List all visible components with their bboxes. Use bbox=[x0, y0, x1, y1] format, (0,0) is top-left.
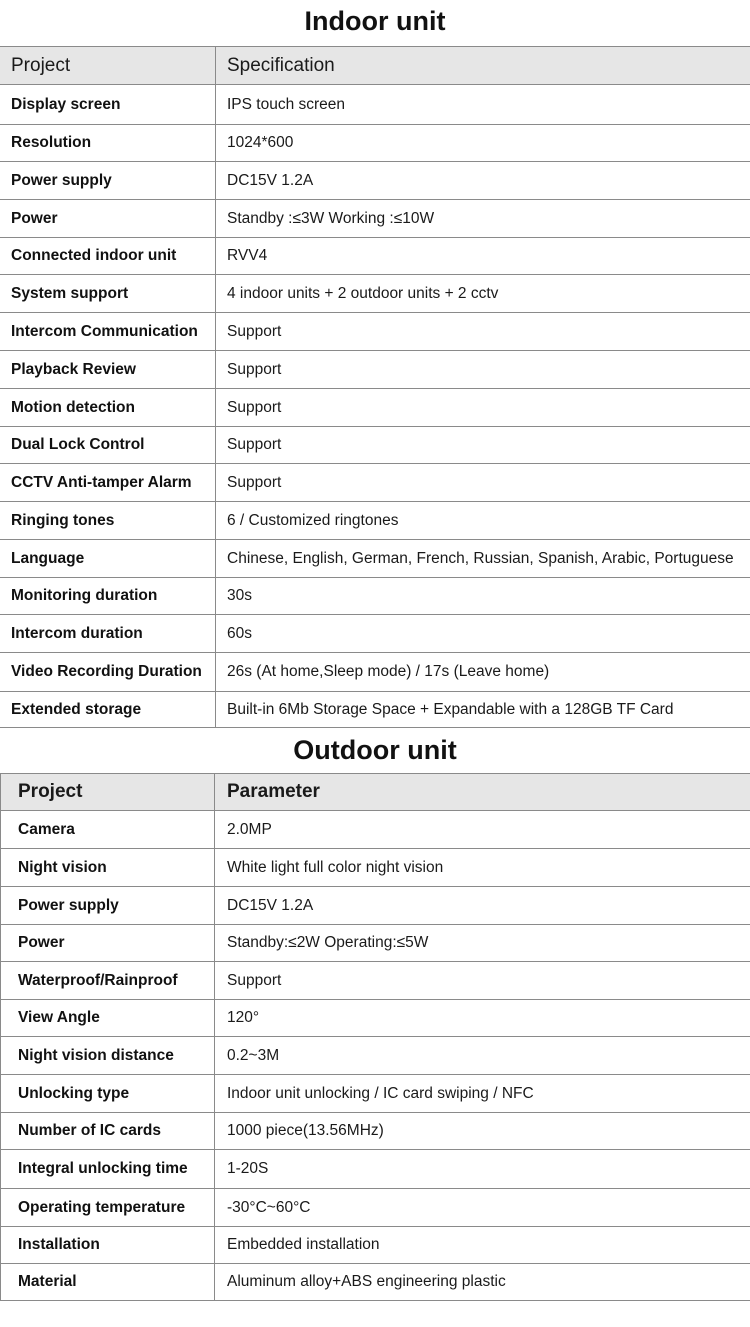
row-value: DC15V 1.2A bbox=[215, 887, 750, 925]
row-value: Support bbox=[216, 389, 750, 427]
table-row bbox=[0, 275, 750, 313]
row-label: System support bbox=[0, 275, 216, 313]
row-label: Motion detection bbox=[0, 389, 216, 427]
row-label: Intercom duration bbox=[0, 615, 216, 653]
row-label: Night vision distance bbox=[1, 1037, 215, 1075]
table-row bbox=[0, 653, 750, 692]
row-value: Built-in 6Mb Storage Space + Expandable with a 128GB TF Card bbox=[216, 692, 750, 728]
row-label: Waterproof/Rainproof bbox=[1, 962, 215, 1000]
row-label: Installation bbox=[1, 1227, 215, 1264]
row-label: Integral unlocking time bbox=[1, 1150, 215, 1189]
row-value: White light full color night vision bbox=[215, 849, 750, 887]
row-label: Playback Review bbox=[0, 351, 216, 389]
row-label: Dual Lock Control bbox=[0, 427, 216, 464]
table-row bbox=[0, 313, 750, 351]
table-row bbox=[1, 1075, 750, 1113]
row-value: Support bbox=[216, 313, 750, 351]
table-row bbox=[1, 962, 750, 1000]
table-row bbox=[0, 389, 750, 427]
indoor-section-title bbox=[0, 8, 750, 35]
table-row bbox=[0, 125, 750, 162]
row-value: Support bbox=[216, 427, 750, 464]
row-label: Video Recording Duration bbox=[0, 653, 216, 692]
row-value: Support bbox=[215, 962, 750, 1000]
outdoor-title-text: Outdoor unit bbox=[293, 735, 457, 765]
row-label: Extended storage bbox=[0, 692, 216, 728]
outdoor-header-row bbox=[1, 774, 750, 811]
indoor-title-text: Indoor unit bbox=[304, 6, 446, 36]
table-row bbox=[1, 1113, 750, 1150]
row-value: 2.0MP bbox=[215, 811, 750, 849]
row-value: Support bbox=[216, 464, 750, 502]
row-label: Display screen bbox=[0, 85, 216, 125]
row-value: RVV4 bbox=[216, 238, 750, 275]
table-row bbox=[0, 502, 750, 540]
row-value: Standby :≤3W Working :≤10W bbox=[216, 200, 750, 238]
row-label: Connected indoor unit bbox=[0, 238, 216, 275]
table-row bbox=[1, 1264, 750, 1301]
row-label: Language bbox=[0, 540, 216, 578]
table-row bbox=[1, 1037, 750, 1075]
table-row bbox=[1, 849, 750, 887]
indoor-header-project: Project bbox=[0, 47, 216, 85]
outdoor-header-project: Project bbox=[1, 774, 215, 811]
row-label: Resolution bbox=[0, 125, 216, 162]
row-label: Power supply bbox=[0, 162, 216, 200]
table-row bbox=[0, 238, 750, 275]
outdoor-header-parameter: Parameter bbox=[215, 774, 750, 811]
table-row bbox=[0, 351, 750, 389]
row-value: 1000 piece(13.56MHz) bbox=[215, 1113, 750, 1150]
table-row bbox=[1, 1150, 750, 1189]
row-label: Power bbox=[1, 925, 215, 962]
outdoor-section-title bbox=[0, 737, 750, 764]
row-value: 60s bbox=[216, 615, 750, 653]
row-value: 6 / Customized ringtones bbox=[216, 502, 750, 540]
row-label: Power bbox=[0, 200, 216, 238]
outdoor-spec-table bbox=[0, 773, 750, 1301]
row-label: Power supply bbox=[1, 887, 215, 925]
table-row bbox=[1, 1227, 750, 1264]
row-value: 30s bbox=[216, 578, 750, 615]
table-row bbox=[0, 615, 750, 653]
row-value: DC15V 1.2A bbox=[216, 162, 750, 200]
row-value: 120° bbox=[215, 1000, 750, 1037]
table-row bbox=[0, 464, 750, 502]
table-row bbox=[0, 200, 750, 238]
row-label: Material bbox=[1, 1264, 215, 1301]
row-label: View Angle bbox=[1, 1000, 215, 1037]
row-label: Number of IC cards bbox=[1, 1113, 215, 1150]
indoor-spec-table bbox=[0, 46, 750, 728]
table-row bbox=[0, 540, 750, 578]
table-row bbox=[1, 1189, 750, 1227]
row-value: 26s (At home,Sleep mode) / 17s (Leave home) bbox=[216, 653, 750, 692]
row-value: 0.2~3M bbox=[215, 1037, 750, 1075]
row-label: Intercom Communication bbox=[0, 313, 216, 351]
row-label: Operating temperature bbox=[1, 1189, 215, 1227]
row-value: 4 indoor units + 2 outdoor units + 2 cctv bbox=[216, 275, 750, 313]
table-row bbox=[1, 811, 750, 849]
table-row bbox=[0, 427, 750, 464]
table-row bbox=[0, 162, 750, 200]
indoor-header-row bbox=[0, 47, 750, 85]
row-value: 1-20S bbox=[215, 1150, 750, 1189]
table-row bbox=[0, 692, 750, 728]
row-value: 1024*600 bbox=[216, 125, 750, 162]
row-label: Ringing tones bbox=[0, 502, 216, 540]
row-label: Monitoring duration bbox=[0, 578, 216, 615]
row-label: Unlocking type bbox=[1, 1075, 215, 1113]
row-value: Aluminum alloy+ABS engineering plastic bbox=[215, 1264, 750, 1301]
row-value: IPS touch screen bbox=[216, 85, 750, 125]
row-value: Support bbox=[216, 351, 750, 389]
row-label: CCTV Anti-tamper Alarm bbox=[0, 464, 216, 502]
row-value: -30°C~60°C bbox=[215, 1189, 750, 1227]
row-value: Embedded installation bbox=[215, 1227, 750, 1264]
table-row bbox=[1, 1000, 750, 1037]
table-row bbox=[1, 887, 750, 925]
table-row bbox=[1, 925, 750, 962]
row-value: Standby:≤2W Operating:≤5W bbox=[215, 925, 750, 962]
table-row bbox=[0, 578, 750, 615]
row-label: Camera bbox=[1, 811, 215, 849]
indoor-header-specification: Specification bbox=[216, 47, 750, 85]
row-value: Chinese, English, German, French, Russian, Spanish, Arabic, Portuguese bbox=[216, 540, 750, 578]
table-row bbox=[0, 85, 750, 125]
row-label: Night vision bbox=[1, 849, 215, 887]
row-value: Indoor unit unlocking / IC card swiping / NFC bbox=[215, 1075, 750, 1113]
